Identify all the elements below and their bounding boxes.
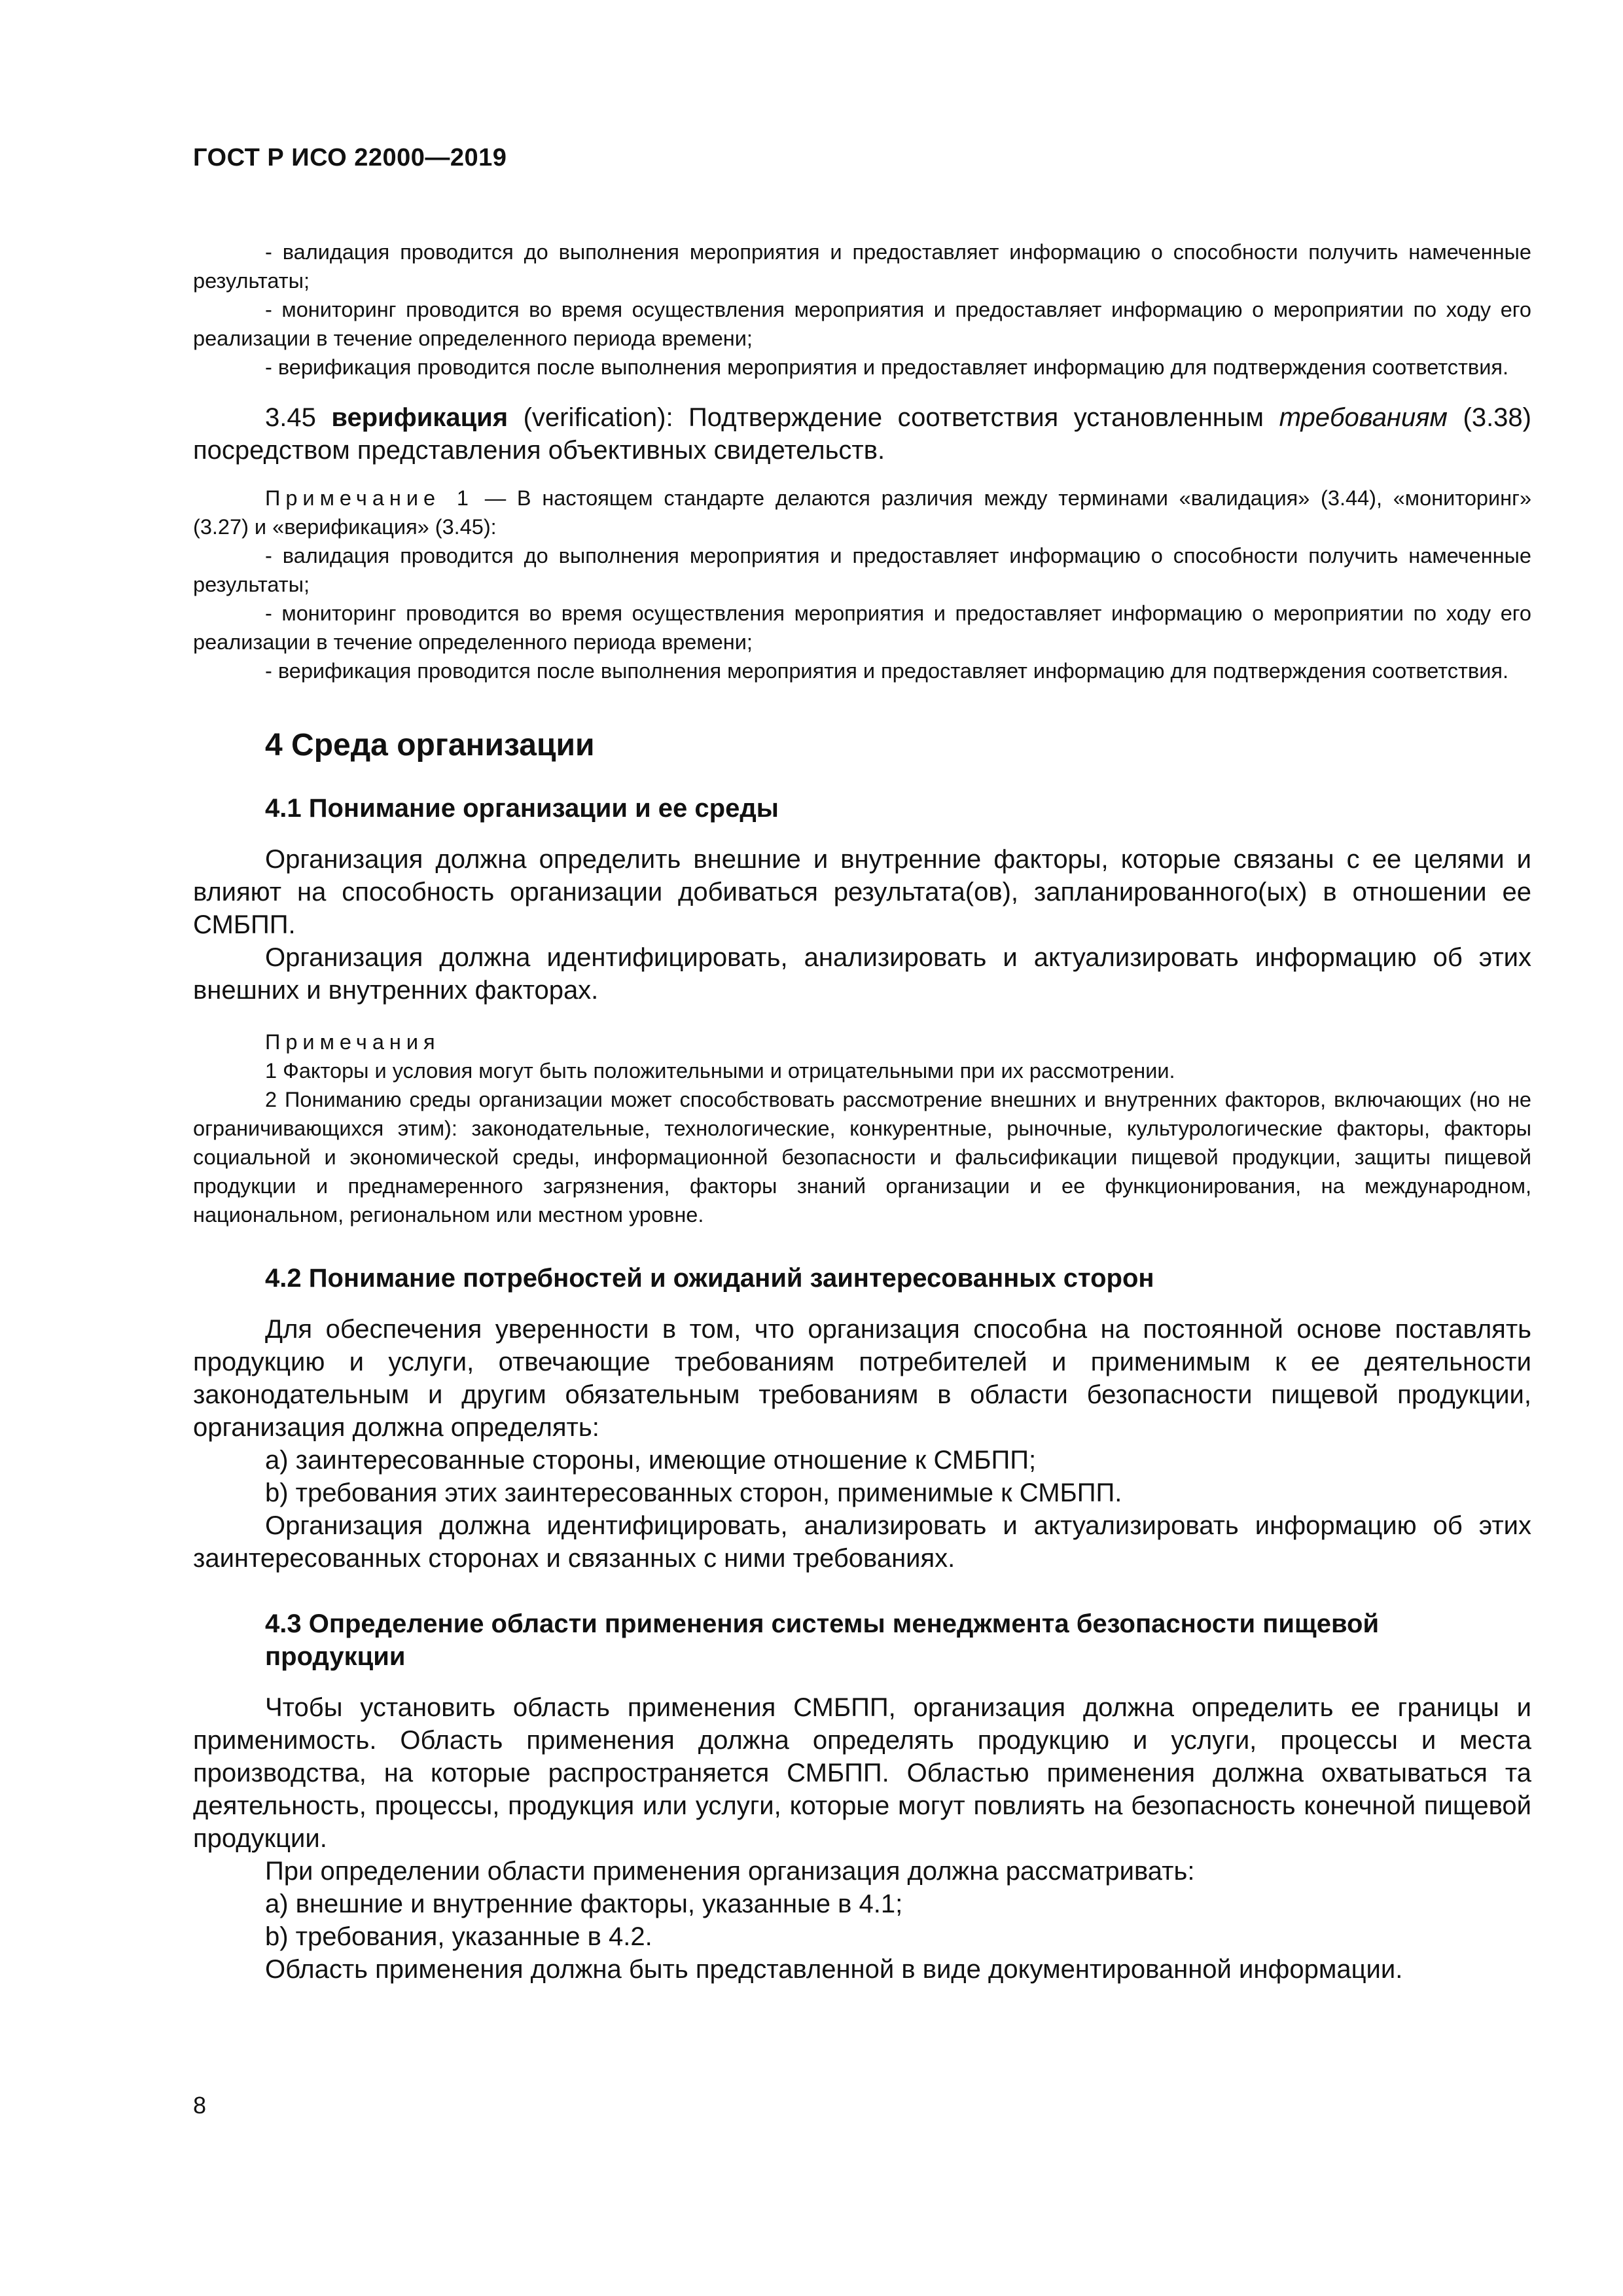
section-4-title: 4 Среда организации — [265, 728, 595, 762]
paragraph: Для обеспечения уверенности в том, что организация способна на постоянной основе поставлять продукцию и услуги, отвечающие требованиям потребителей и применимым к ее деятельности законодательным и другим обязательным требованиям в области безопасности пищевой продукции, организация должна определять: — [193, 1315, 1531, 1442]
list-item: - мониторинг проводится во время осуществления мероприятия и предоставляет информацию о мероприятии по ходу его реализации в течение определенного периода времени; — [193, 601, 1531, 654]
section-4-2-body — [193, 1313, 1531, 1575]
section-4-3-body — [193, 1691, 1531, 1986]
paragraph: Организация должна идентифицировать, анализировать и актуализировать информацию об этих заинтересованных сторонах и связанных с ними требованиях. — [193, 1511, 1531, 1573]
paragraph: Организация должна определить внешние и внутренние факторы, которые связаны с ее целями и влияют на способность организации добиваться результата(ов), запланированного(ых) в отношении ее СМБПП. — [193, 845, 1531, 939]
list-item: - валидация проводится до выполнения мероприятия и предоставляет информацию о способности получить намеченные результаты; — [193, 544, 1531, 596]
section-4-1-title: 4.1 Понимание организации и ее среды — [265, 794, 779, 823]
definition-number: 3.45 — [265, 403, 316, 432]
paragraph: При определении области применения организация должна рассматривать: — [265, 1857, 1195, 1886]
section-4-3-title-line1: 4.3 Определение области применения системы менеджмента безопасности пищевой — [265, 1609, 1380, 1638]
note-text: — В настоящем стандарте делаются различия между терминами «валидация» (3.44), «мониторинг» (3.27) и «верификация» (3.45): — [193, 486, 1532, 539]
note-1 — [193, 484, 1531, 685]
paragraph: Чтобы установить область применения СМБПП, организация должна определить ее границы и применимость. Область применения должна определять продукцию и услуги, процессы и места производства, на которые распространяется СМБПП. Областью применения должна охватываться та деятельность, процессы, продукция или услуги, которые могут повлиять на безопасность конечной пищевой продукции. — [193, 1693, 1531, 1853]
document-page — [193, 144, 1531, 1986]
list-item: - мониторинг проводится во время осуществления мероприятия и предоставляет информацию о мероприятии по ходу его реализации в течение определенного периода времени; — [193, 298, 1531, 350]
list-item: - валидация проводится до выполнения мероприятия и предоставляет информацию о способности получить намеченные результаты; — [193, 240, 1531, 293]
notes-label: Примечания — [265, 1030, 440, 1054]
list-item: - верификация проводится после выполнения мероприятия и предоставляет информацию для подтверждения соответствия. — [265, 659, 1508, 683]
paragraph: Организация должна идентифицировать, анализировать и актуализировать информацию об этих внешних и внутренних факторах. — [193, 943, 1531, 1005]
list-item: - верификация проводится после выполнения мероприятия и предоставляет информацию для подтверждения соответствия. — [265, 355, 1508, 379]
list-item: b) требования, указанные в 4.2. — [265, 1922, 652, 1951]
section-4-3-title-line2: продукции — [265, 1642, 406, 1671]
note-item: 2 Пониманию среды организации может способствовать рассмотрение внешних и внутренних факторов, включающих (но не ограничивающихся этим): законодательные, технологические, конкурентные, рыночные, культурологические факторы, факторы социальной и экономической среды, информационной безопасности и фальсификации пищевой продукции, защиты пищевой продукции и преднамеренного загрязнения, факторы знаний организации и ее функционирования, на международном, национальном, региональном или местном уровне. — [193, 1088, 1531, 1227]
definition-ref-term: требованиям — [1279, 403, 1448, 432]
definition-english: (verification): Подтверждение соответствия установленным — [523, 403, 1264, 432]
list-item: a) внешние и внутренние факторы, указанные в 4.1; — [265, 1890, 903, 1918]
section-4-1-notes — [193, 1028, 1531, 1229]
section-4-1-body — [193, 843, 1531, 1007]
top-list — [193, 238, 1531, 382]
list-item: a) заинтересованные стороны, имеющие отношение к СМБПП; — [265, 1446, 1037, 1475]
definition-rest: (3.38) посредством представления объективных свидетельств. — [193, 403, 1531, 465]
note-item: 1 Факторы и условия могут быть положительными и отрицательными при их рассмотрении. — [265, 1059, 1175, 1083]
definition-3-45 — [193, 401, 1531, 467]
paragraph: Область применения должна быть представленной в виде документированной информации. — [265, 1955, 1403, 1984]
section-4-2-title: 4.2 Понимание потребностей и ожиданий заинтересованных сторон — [265, 1264, 1154, 1293]
note-label: Примечание 1 — [265, 486, 474, 510]
document-header: ГОСТ Р ИСО 22000—2019 — [193, 144, 507, 171]
list-item: b) требования этих заинтересованных сторон, применимые к СМБПП. — [265, 1479, 1122, 1507]
page-number: 8 — [193, 2092, 207, 2119]
definition-term: верификация — [331, 403, 508, 432]
section-4-3-title — [265, 1607, 1531, 1673]
